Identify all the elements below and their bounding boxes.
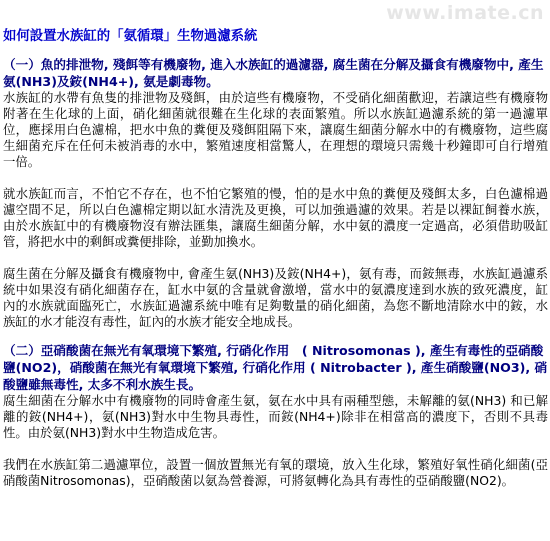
section-1-paragraph-3: 腐生菌在分解及攝食有機廢物中, 會產生氨(NH3)及銨(NH4+)，氨有毒，而銨無毒，水族缸過濾系統中如果沒有硝化細菌存在，缸水中氨的含量就會激增，當水中的氨濃度達到水族的致死濃度，缸內的水族就面臨死亡，水族缸過濾系統中唯有足夠數量的硝化細菌，為您不斷地清除水中的銨，水族缸的水才能沒有毒性，缸內的水族才能安全地成長。 bbox=[3, 266, 548, 329]
article-title: 如何設置水族缸的「氨循環」生物過濾系統 bbox=[3, 29, 258, 44]
watermark: www.imate.cn bbox=[386, 2, 544, 24]
section-2-paragraph-1: 腐生細菌在分解水中有機廢物的同時會產生氨，氨在水中具有兩種型態，未解離的氨(NH3) 和已解離的銨(NH4+)，氨(NH3)對水中生物具毒性，而銨(NH4+)除非在相當高的濃度下，否則不具毒性。由於氨(NH3)對水中生物造成危害。 bbox=[3, 393, 548, 440]
section-2-heading: （二）亞硝酸菌在無光有氧環境下繁殖, 行硝化作用 ( Nitrosomonas ), 產生有毒性的亞硝酸鹽(NO2)，硝酸菌在無光有氧環境下繁殖, 行硝化作用 ( Nitrobacter ), 產生硝酸鹽(NO3), 硝酸鹽雖無毒性, 太多不利水族生長。 bbox=[3, 343, 548, 392]
section-1-heading: （一）魚的排泄物, 殘餌等有機廢物, 進入水族缸的過濾器, 腐生菌在分解及攝食有機廢物中, 產生氨(NH3)及銨(NH4+), 氨是劇毒物。 bbox=[3, 57, 544, 89]
section-1-paragraph-1: 水族缸的水帶有魚隻的排泄物及殘餌，由於這些有機廢物，不受硝化細菌歡迎，若讓這些有機廢物附著在生化球的上面，硝化細菌就很難在生化球的表面繁殖。所以水族缸過濾系統的第一過濾單位，應採用白色濾棉，把水中魚的糞便及殘餌阻隔下來，讓腐生細菌分解水中的有機廢物，這些腐生細菌充斥在任何未被消毒的水中，繁殖速度相當驚人，在理想的環境只需幾十秒鐘即可自行增殖一倍。 bbox=[3, 90, 548, 169]
section-2-paragraph-2: 我們在水族缸第二過濾單位，設置一個放置無光有氧的環境，放入生化球，繁殖好氧性硝化細菌(亞硝酸菌Nitrosomonas)，亞硝酸菌以氨為營養源，可將氨轉化為具有毒性的亞硝酸鹽(NO2)。 bbox=[3, 457, 548, 488]
section-1-paragraph-2: 就水族缸而言，不怕它不存在，也不怕它繁殖的慢，怕的是水中魚的糞便及殘餌太多，白色濾棉過濾空間不足，所以白色濾棉定期以缸水清洗及更換，可以加強過濾的效果。若是以裸缸飼養水族，由於水族缸中的有機廢物沒有辦法匯集，讓腐生細菌分解，水中氨的濃度一定過高，必須借助吸缸管，將把水中的剩餌或糞便排除，並勤加換水。 bbox=[3, 186, 548, 249]
article bbox=[3, 0, 548, 489]
